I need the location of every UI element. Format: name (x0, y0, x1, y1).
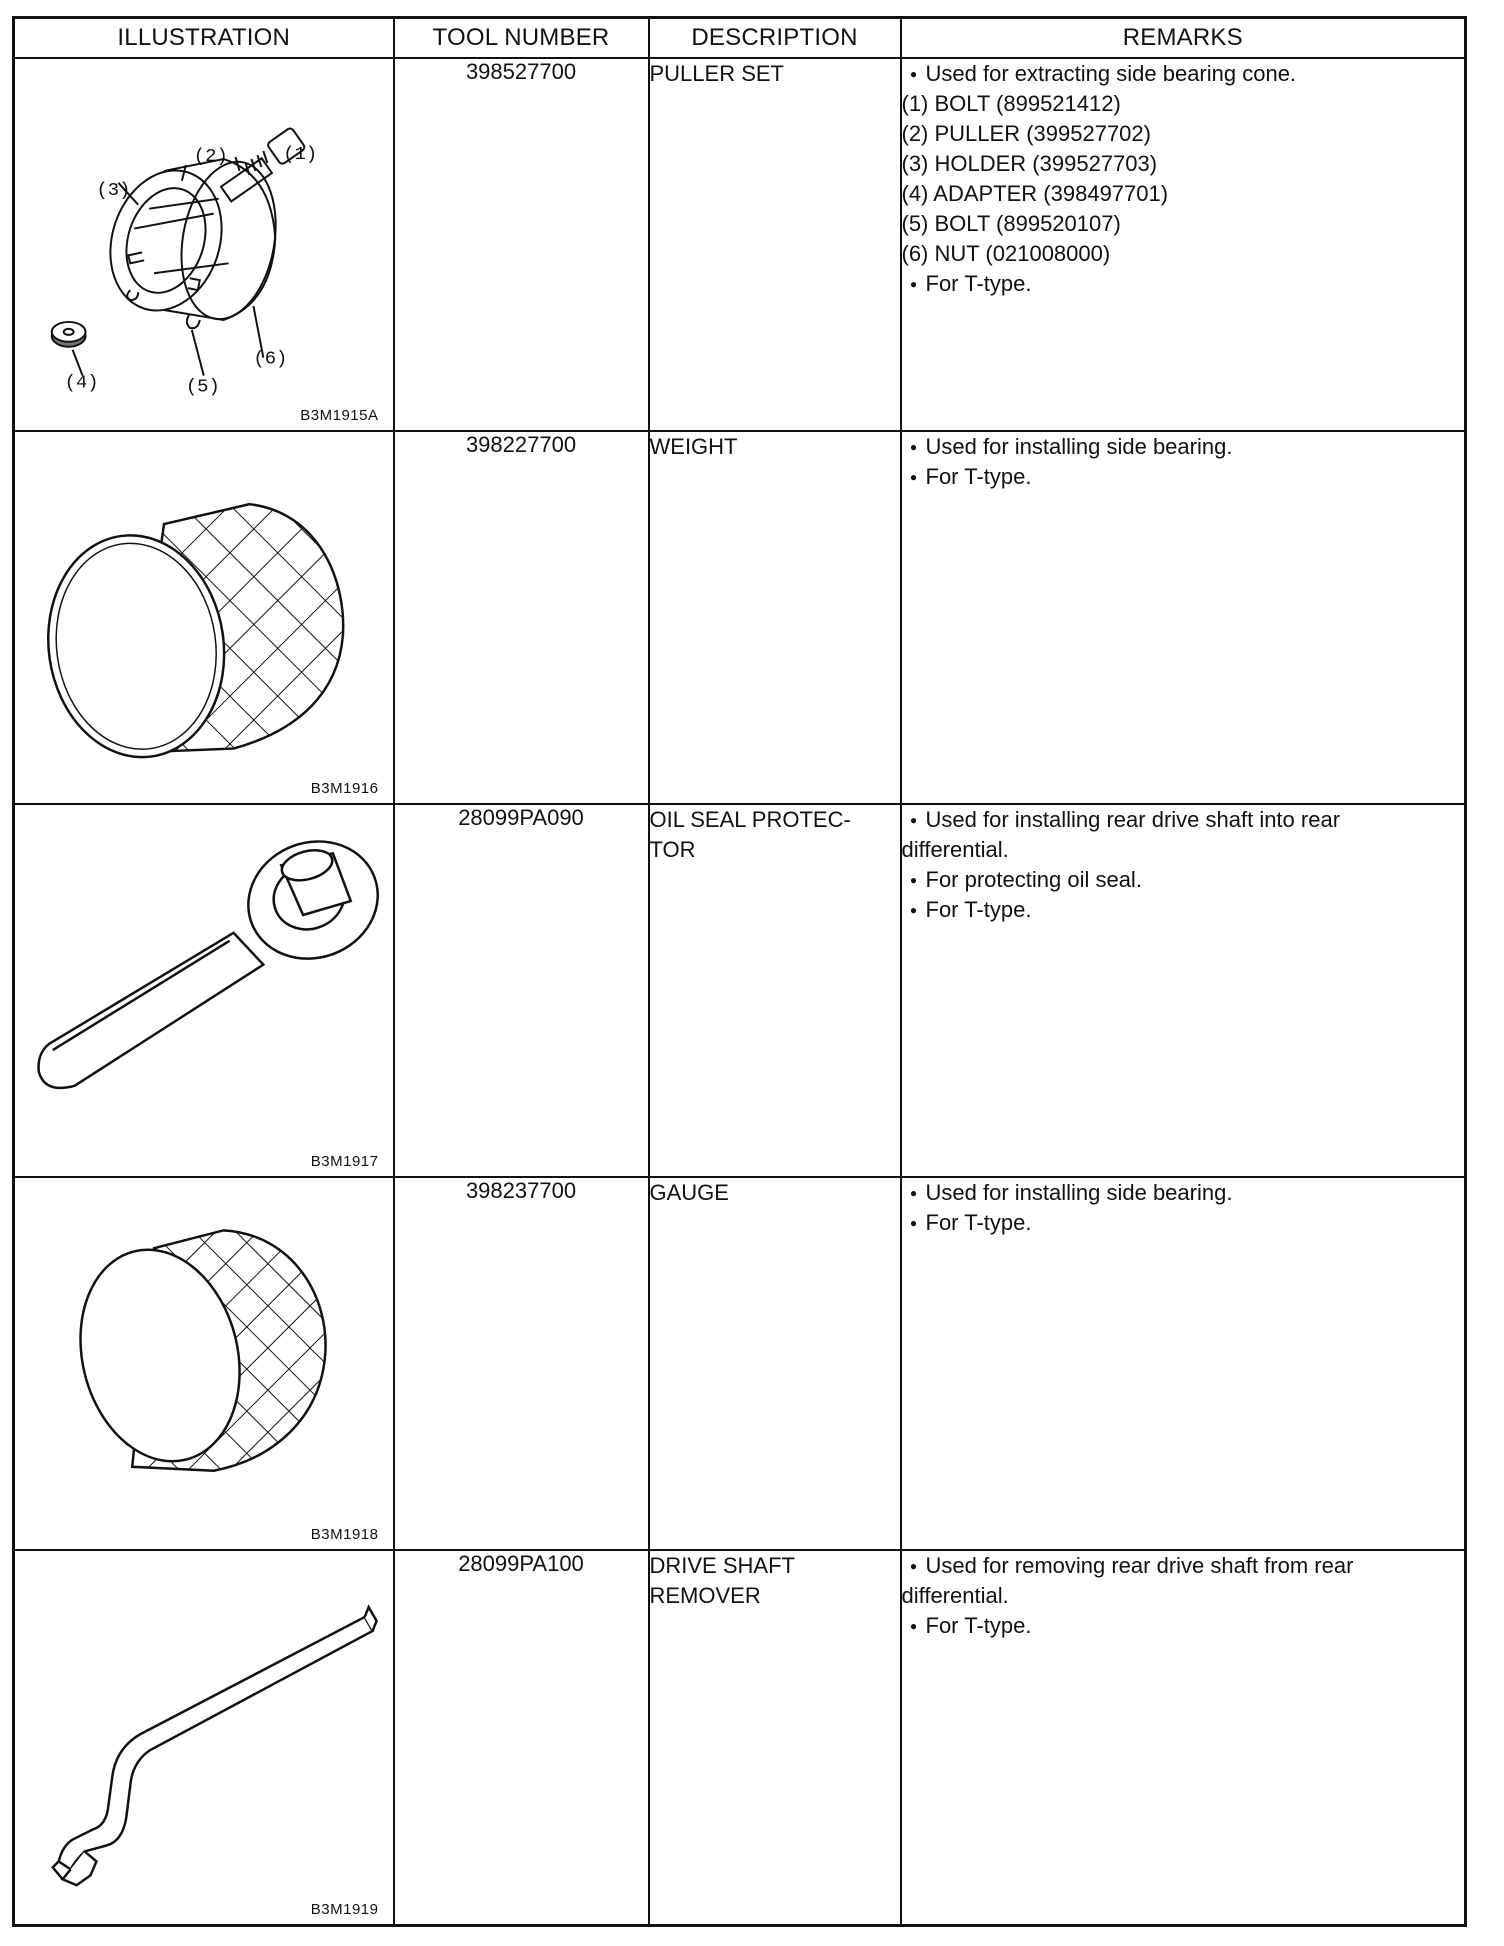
illustration-code: B3M1917 (310, 1152, 379, 1170)
remark-line: ● For T-type. (902, 462, 1465, 492)
tool-number: 28099PA090 (394, 804, 649, 1177)
illustration-cell (14, 431, 394, 804)
header-row (14, 18, 1466, 59)
remark-line: ● For T-type. (902, 1611, 1465, 1641)
remarks-cell (901, 58, 1466, 431)
tool-number: 398227700 (394, 431, 649, 804)
remark-line: (1) BOLT (899521412) (901, 91, 1121, 116)
drive-shaft-remover-illustration (15, 1551, 393, 1924)
table-row (14, 58, 1466, 431)
table-row (14, 804, 1466, 1177)
description-line: OIL SEAL PROTEC- (649, 806, 851, 832)
remark-line: ● For protecting oil seal. (902, 865, 1465, 895)
remarks-cell (901, 431, 1466, 804)
callout-2: (2) (193, 144, 228, 167)
tool-description (649, 1550, 901, 1926)
puller-set-illustration (15, 59, 393, 430)
remark-line: ● For T-type. (902, 895, 1465, 925)
callout-6: (6) (253, 347, 288, 370)
illustration-cell (14, 58, 394, 431)
illustration-code: B3M1919 (310, 1901, 379, 1918)
remark-line: differential. (901, 836, 1009, 862)
tool-number: 398237700 (394, 1177, 649, 1550)
tool-number: 28099PA100 (394, 1550, 649, 1926)
callout-3: (3) (96, 178, 131, 201)
remark-line: ● Used for installing side bearing. (902, 1178, 1465, 1208)
illustration-cell (14, 804, 394, 1177)
table-row (14, 1177, 1466, 1550)
remark-line: (5) BOLT (899520107) (901, 211, 1121, 236)
header-remarks: REMARKS (901, 18, 1466, 59)
header-description: DESCRIPTION (649, 18, 901, 59)
description-line: TOR (649, 836, 696, 862)
remark-line: (6) NUT (021008000) (901, 241, 1111, 266)
remarks-cell (901, 804, 1466, 1177)
remark-line: ● Used for extracting side bearing cone. (902, 59, 1465, 89)
tool-description: WEIGHT (649, 431, 901, 804)
header-illustration: ILLUSTRATION (14, 18, 394, 59)
remark-line: ● For T-type. (902, 269, 1465, 299)
tool-number: 398527700 (394, 58, 649, 431)
description-line: DRIVE SHAFT (649, 1552, 795, 1578)
tool-description (649, 804, 901, 1177)
remarks-cell (901, 1177, 1466, 1550)
remark-line: (4) ADAPTER (398497701) (901, 181, 1169, 206)
illustration-cell (14, 1177, 394, 1550)
illustration-code: B3M1918 (310, 1525, 379, 1543)
illustration-code: B3M1915A (300, 406, 379, 424)
table-row (14, 1550, 1466, 1926)
remark-line: differential. (901, 1582, 1009, 1608)
gauge-illustration (15, 1178, 393, 1549)
illustration-cell (14, 1550, 394, 1926)
remarks-cell (901, 1550, 1466, 1926)
remark-line: (3) HOLDER (399527703) (901, 151, 1158, 176)
weight-illustration (15, 432, 393, 803)
tool-description: PULLER SET (649, 58, 901, 431)
table-row (14, 431, 1466, 804)
callout-1: (1) (283, 143, 318, 166)
remark-line: (2) PULLER (399527702) (901, 121, 1151, 146)
callout-4: (4) (64, 371, 99, 394)
remark-line: ● Used for installing rear drive shaft into rear (902, 805, 1465, 835)
description-line: REMOVER (649, 1582, 761, 1608)
remark-line: ● Used for installing side bearing. (902, 432, 1465, 462)
callout-5: (5) (185, 375, 220, 398)
special-tools-table (12, 16, 1467, 1927)
remark-line: ● Used for removing rear drive shaft from rear (902, 1551, 1465, 1581)
tool-description: GAUGE (649, 1177, 901, 1550)
header-tool-number: TOOL NUMBER (394, 18, 649, 59)
remark-line: ● For T-type. (902, 1208, 1465, 1238)
oil-seal-protector-illustration (15, 805, 393, 1176)
illustration-code: B3M1916 (310, 779, 379, 797)
